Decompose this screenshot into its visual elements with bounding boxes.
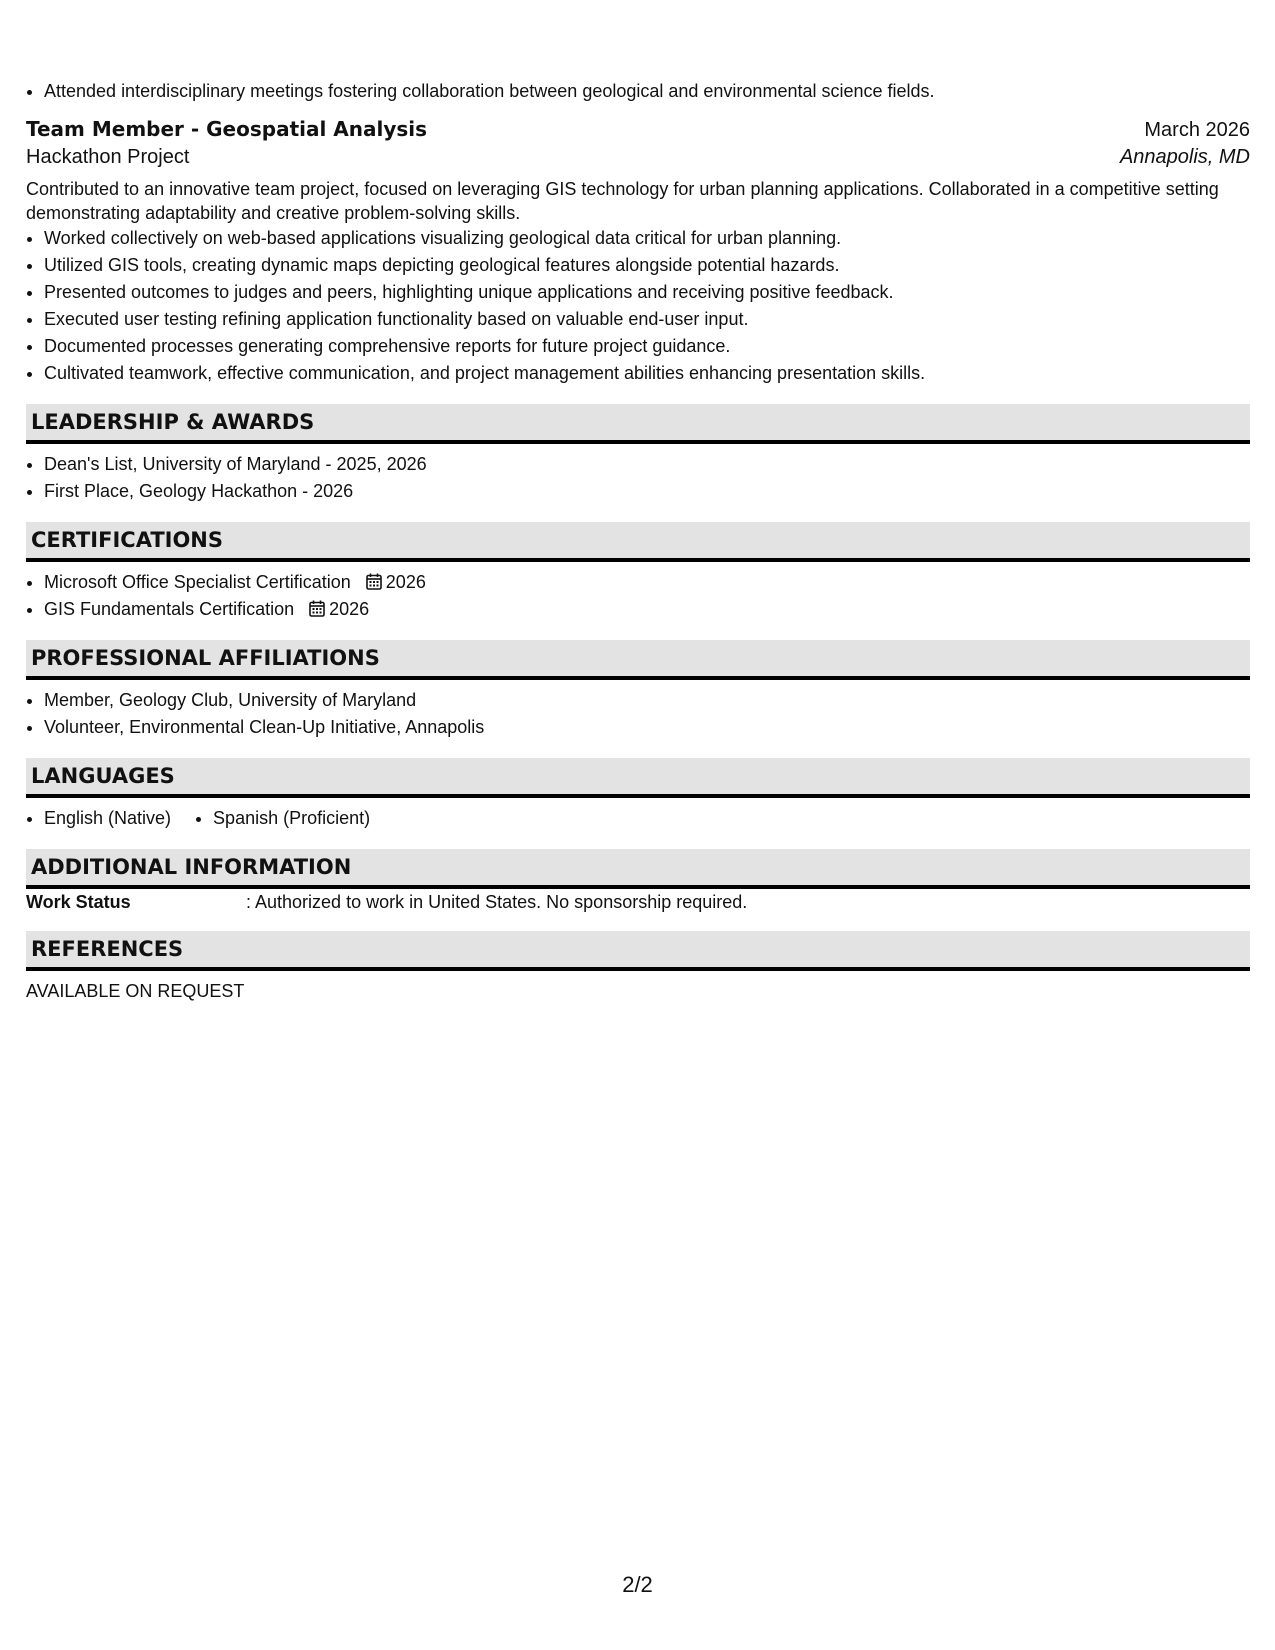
entry-title: Team Member - Geospatial Analysis (26, 117, 428, 141)
section-heading: CERTIFICATIONS (26, 522, 1250, 562)
certification-year: 2026 (385, 572, 426, 592)
list-item: • Spanish (Proficient) (213, 805, 370, 832)
section-heading: REFERENCES (26, 931, 1250, 971)
entry-date: March 2026 (1144, 119, 1250, 141)
languages-section (26, 758, 1250, 832)
list-item: • English (Native) (44, 805, 171, 832)
certification-year: 2026 (329, 599, 370, 619)
list-item: • Executed user testing refining application functionality based on valuable end-user input. (44, 306, 1250, 333)
list-item: • First Place, Geology Hackathon - 2026 (44, 478, 1250, 505)
entry-location: Annapolis, MD (1119, 146, 1250, 168)
certification-item (44, 569, 1250, 596)
work-status-label: Work Status (26, 892, 131, 912)
list-item: • Volunteer, Environmental Clean-Up Initiative, Annapolis (44, 714, 1250, 741)
references-section (26, 931, 1250, 1003)
affiliations-list (26, 687, 1250, 741)
leadership-list (26, 451, 1250, 505)
certification-item (44, 596, 1250, 623)
calendar-icon (366, 573, 382, 590)
list-item: • Attended interdisciplinary meetings fostering collaboration between geological and environmental science fields. (44, 78, 1250, 105)
list-item: • Utilized GIS tools, creating dynamic maps depicting geological features alongside potential hazards. (44, 252, 1250, 279)
section-heading: ADDITIONAL INFORMATION (26, 849, 1250, 889)
languages-list (26, 805, 1250, 832)
leadership-section (26, 404, 1250, 505)
resume-page-2 (26, 78, 1250, 1003)
calendar-icon (309, 600, 325, 617)
additional-info-section (26, 849, 1250, 914)
list-item: • Documented processes generating comprehensive reports for future project guidance. (44, 333, 1250, 360)
certifications-section (26, 522, 1250, 623)
previous-entry-bullets (26, 78, 1250, 105)
section-heading: LEADERSHIP & AWARDS (26, 404, 1250, 444)
work-status-row (26, 890, 1250, 914)
section-heading: LANGUAGES (26, 758, 1250, 798)
list-item: • Worked collectively on web-based applications visualizing geological data critical for urban planning. (44, 225, 1250, 252)
list-item: • Member, Geology Club, University of Maryland (44, 687, 1250, 714)
certification-name: Microsoft Office Specialist Certification (44, 572, 351, 592)
certification-name: GIS Fundamentals Certification (44, 599, 295, 619)
entry-organization: Hackathon Project (26, 146, 190, 168)
certifications-list (26, 569, 1250, 623)
section-heading: PROFESSIONAL AFFILIATIONS (26, 640, 1250, 680)
page-number: 2/2 (622, 1572, 653, 1597)
experience-entry (26, 117, 1250, 387)
list-item: • Cultivated teamwork, effective communication, and project management abilities enhancing presentation skills. (44, 360, 1250, 387)
list-item: • Dean's List, University of Maryland - 2025, 2026 (44, 451, 1250, 478)
work-status-value: : Authorized to work in United States. No sponsorship required. (246, 892, 748, 912)
references-text: AVAILABLE ON REQUEST (26, 981, 245, 1001)
entry-description: Contributed to an innovative team project, focused on leveraging GIS technology for urban planning applications. Collaborated in a competitive setting demonstrating adaptability and creative problem-solving skills. (26, 179, 1219, 223)
affiliations-section (26, 640, 1250, 741)
entry-bullets (26, 225, 1250, 387)
list-item: • Presented outcomes to judges and peers, highlighting unique applications and receiving positive feedback. (44, 279, 1250, 306)
